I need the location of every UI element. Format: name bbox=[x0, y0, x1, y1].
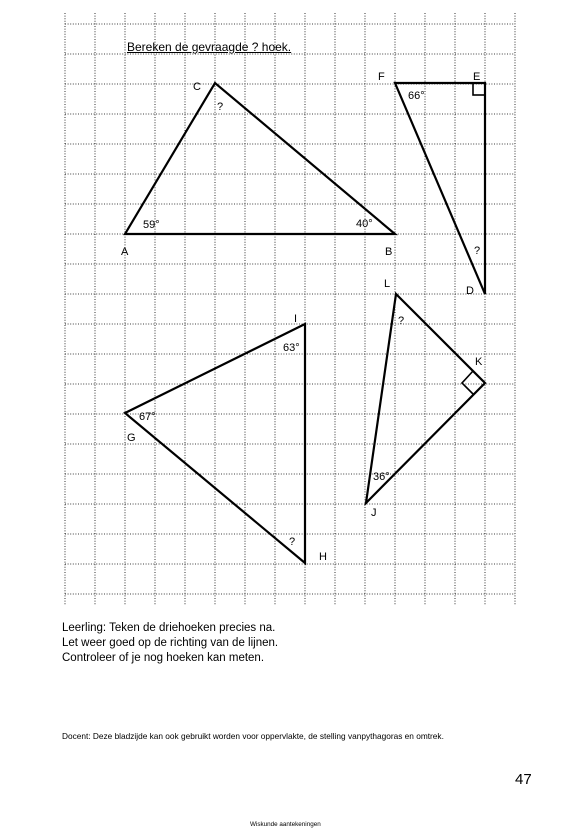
angle-c-value: ? bbox=[217, 101, 224, 113]
triangle-jkl bbox=[366, 278, 485, 519]
triangle-def bbox=[378, 71, 485, 297]
vertex-g-label: G bbox=[127, 432, 136, 444]
worksheet-title: Bereken de gevraagde ? hoek. bbox=[127, 40, 292, 54]
vertex-j-label: J bbox=[371, 507, 377, 519]
dotted-grid bbox=[65, 13, 515, 605]
footer-text: Wiskunde aantekeningen bbox=[250, 821, 321, 828]
triangle-abc-outline bbox=[125, 83, 395, 234]
instruction-line-3: Controleer of je nog hoeken kan meten. bbox=[62, 652, 265, 664]
vertex-h-label: H bbox=[319, 551, 327, 563]
angle-d-value: ? bbox=[474, 245, 481, 257]
vertex-l-label: L bbox=[384, 278, 391, 290]
angle-g-value: 67° bbox=[139, 411, 156, 423]
vertex-k-label: K bbox=[475, 356, 483, 368]
triangle-ghi-outline bbox=[125, 324, 305, 563]
student-instructions bbox=[62, 621, 278, 666]
angle-b-value: 40° bbox=[356, 218, 373, 230]
teacher-note: Docent: Deze bladzijde kan ook gebruikt worden voor oppervlakte, de stelling vanpythagoras en omtrek. bbox=[62, 731, 444, 741]
right-angle-mark-k bbox=[462, 371, 474, 395]
vertex-e-label: E bbox=[473, 71, 481, 83]
page-number: 47 bbox=[515, 771, 532, 788]
vertex-a-label: A bbox=[121, 246, 129, 258]
instruction-line-1: Leerling: Teken de driehoeken precies na. bbox=[62, 622, 276, 634]
instruction-line-2: Let weer goed op de richting van de lijnen. bbox=[62, 637, 279, 649]
triangle-def-outline bbox=[395, 83, 485, 294]
vertex-b-label: B bbox=[385, 246, 393, 258]
vertex-c-label: C bbox=[193, 81, 201, 93]
right-angle-mark-e bbox=[473, 83, 485, 95]
angle-j-value: 36° bbox=[373, 471, 390, 483]
angle-l-value: ? bbox=[398, 315, 405, 327]
angle-i-value: 63° bbox=[283, 342, 300, 354]
angle-a-value: 59° bbox=[143, 219, 160, 231]
vertex-i-label: I bbox=[294, 313, 298, 325]
angle-h-value: ? bbox=[289, 536, 296, 548]
vertex-d-label: D bbox=[466, 285, 474, 297]
angle-f-value: 66° bbox=[408, 90, 425, 102]
vertex-f-label: F bbox=[378, 71, 385, 83]
triangle-abc bbox=[121, 81, 395, 258]
